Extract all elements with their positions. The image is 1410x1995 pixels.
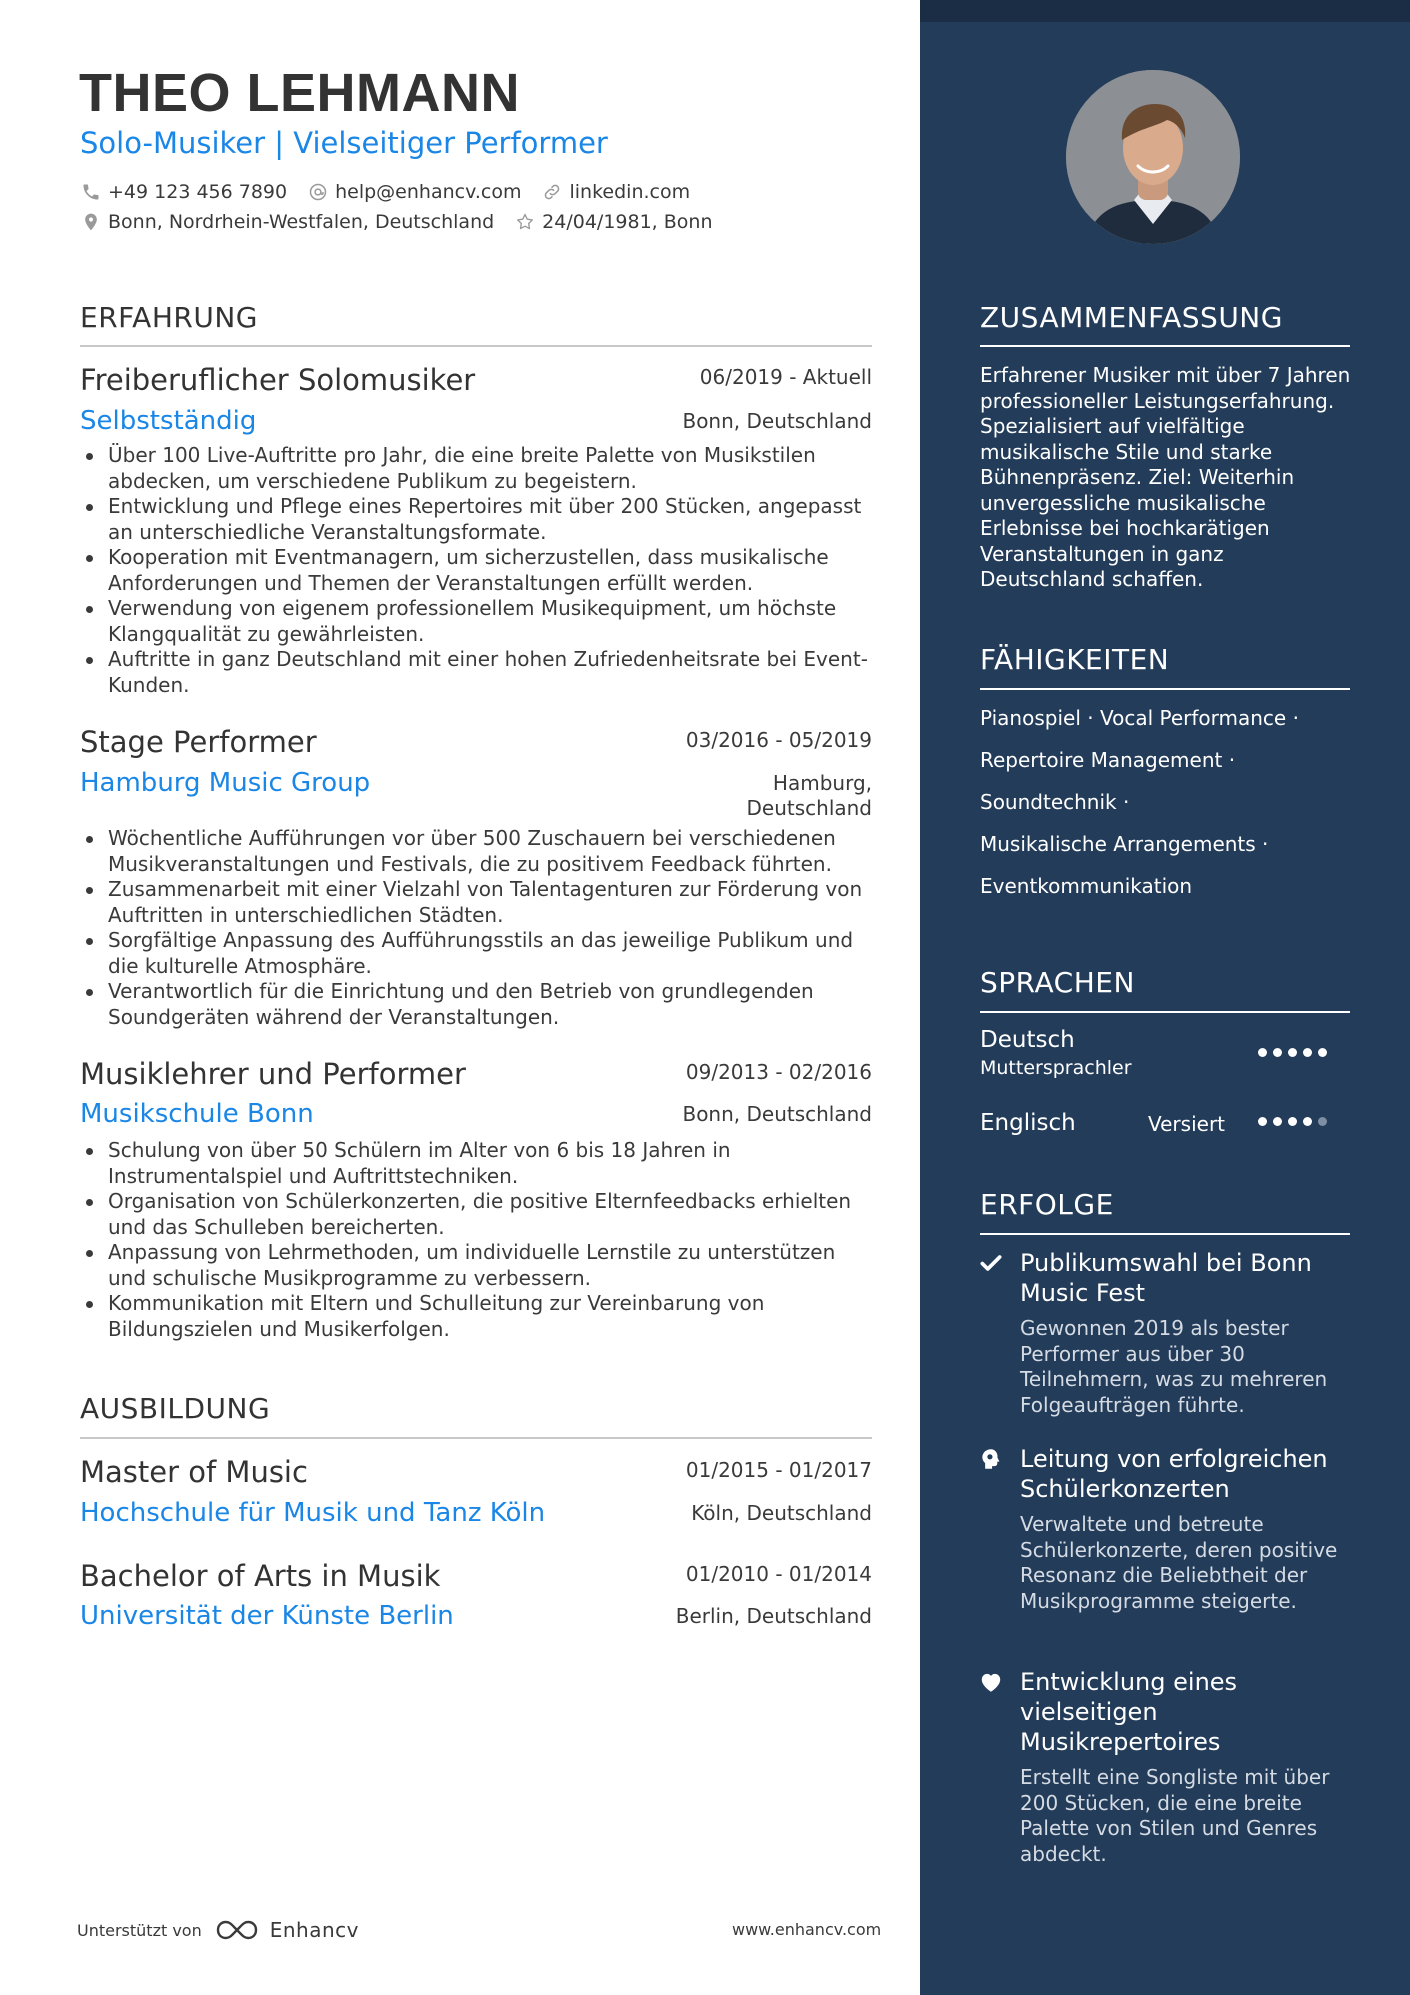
- phone-text[interactable]: +49 123 456 7890: [108, 181, 288, 203]
- achievement-desc: Verwaltete und betreute Schülerkonzerte, deren positive Resonanz die Beliebtheit der Musikprogramme steigerte.: [1020, 1512, 1338, 1613]
- bullet-item: Organisation von Schülerkonzerten, die positive Elternfeedbacks erhielten und das Schulleben bereicherten.: [80, 1189, 875, 1240]
- location-pin-icon: [80, 211, 102, 233]
- education-section-title: AUSBILDUNG: [80, 1392, 271, 1425]
- job-location-line: Deutschland: [746, 796, 872, 820]
- job-bullets: [80, 826, 875, 1030]
- skills-line: Soundtechnik ·: [980, 790, 1130, 814]
- rating-dot-filled: [1288, 1048, 1297, 1057]
- bullet-item: Kooperation mit Eventmanagern, um sicherzustellen, dass musikalische Anforderungen und Themen der Veranstaltungen erfüllt werden.: [80, 545, 875, 596]
- rating-dot-filled: [1258, 1048, 1267, 1057]
- bullet-item: Verantwortlich für die Einrichtung und den Betrieb von grundlegenden Soundgeräten während der Veranstaltungen.: [80, 979, 875, 1030]
- achievement-desc: Gewonnen 2019 als bester Performer aus über 30 Teilnehmern, was zu mehreren Folgeaufträgen führte.: [1020, 1316, 1328, 1417]
- contact-row-1: [80, 181, 710, 203]
- link-icon: [541, 181, 563, 203]
- bullet-item: Über 100 Live-Auftritte pro Jahr, die eine breite Palette von Musikstilen abdecken, um verschiedene Publikum zu begeistern.: [80, 443, 875, 494]
- enhancv-brand[interactable]: Enhancv: [269, 1918, 359, 1942]
- bullet-item: Anpassung von Lehrmethoden, um individuelle Lernstile zu unterstützen und schulische Musikprogramme zu verbessern.: [80, 1240, 875, 1291]
- phone-icon: [80, 181, 102, 203]
- job-location: Bonn, Deutschland: [682, 409, 872, 433]
- job-date: 09/2013 - 02/2016: [685, 1060, 872, 1084]
- rating-dot-filled: [1273, 1117, 1282, 1126]
- bullet-item: Sorgfältige Anpassung des Aufführungsstils an das jeweilige Publikum und die kulturelle Atmosphäre.: [80, 928, 875, 979]
- footer-website[interactable]: www.enhancv.com: [732, 1920, 882, 1939]
- rating-dot-filled: [1303, 1048, 1312, 1057]
- job-date: 06/2019 - Aktuell: [699, 365, 872, 389]
- candidate-subtitle: Solo-Musiker | Vielseitiger Performer: [80, 126, 608, 160]
- job-title: Freiberuflicher Solomusiker: [80, 363, 476, 397]
- brain-icon: [978, 1446, 1004, 1472]
- achievements-divider: [980, 1233, 1350, 1235]
- summary-section-title: ZUSAMMENFASSUNG: [980, 301, 1283, 334]
- job-date: 03/2016 - 05/2019: [685, 728, 872, 752]
- rating-dot-filled: [1258, 1117, 1267, 1126]
- summary-text: Erfahrener Musiker mit über 7 Jahren professioneller Leistungserfahrung. Spezialisiert auf vielfältige musikalische Stile und starke Bühnenpräsenz. Ziel: Weiterhin unvergessliche musikalische Erlebnisse bei hochkarätigen Veranstaltungen in ganz Deutschland schaffen.: [980, 363, 1351, 591]
- star-icon: [514, 211, 536, 233]
- job-company: Musikschule Bonn: [80, 1099, 314, 1129]
- location-text: Bonn, Nordrhein-Westfalen, Deutschland: [108, 211, 495, 233]
- education-divider: [80, 1437, 872, 1439]
- rating-dot-filled: [1318, 1048, 1327, 1057]
- heart-icon: [978, 1669, 1004, 1695]
- achievement-desc: Erstellt eine Songliste mit über 200 Stücken, die eine breite Palette von Stilen und Genres abdeckt.: [1020, 1765, 1330, 1866]
- rating-dot-filled: [1273, 1048, 1282, 1057]
- skills-line: Musikalische Arrangements ·: [980, 832, 1269, 856]
- bullet-item: Verwendung von eigenem professionellem Musikequipment, um höchste Klangqualität zu gewährleisten.: [80, 596, 875, 647]
- birth-text: 24/04/1981, Bonn: [542, 211, 713, 233]
- skills-line: Pianospiel · Vocal Performance ·: [980, 706, 1299, 730]
- summary-divider: [980, 345, 1350, 347]
- bullet-item: Auftritte in ganz Deutschland mit einer hohen Zufriedenheitsrate bei Event-Kunden.: [80, 647, 875, 698]
- job-location: Bonn, Deutschland: [682, 1102, 872, 1126]
- language-name: Englisch: [980, 1110, 1076, 1136]
- language-rating: [1258, 1117, 1333, 1126]
- languages-section-title: SPRACHEN: [980, 966, 1135, 999]
- enhancv-logo-icon: [214, 1918, 260, 1942]
- bullet-item: Entwicklung und Pflege eines Repertoires mit über 200 Stücken, angepasst an unterschiedliche Veranstaltungsformate.: [80, 494, 875, 545]
- contact-location: [80, 211, 494, 233]
- contact-row-2: [80, 211, 733, 233]
- skills-divider: [980, 688, 1350, 690]
- degree-title: Master of Music: [80, 1455, 308, 1489]
- degree-date: 01/2015 - 01/2017: [685, 1458, 872, 1482]
- language-name: Deutsch: [980, 1027, 1075, 1053]
- bullet-item: Wöchentliche Aufführungen vor über 500 Zuschauern bei verschiedenen Musikveranstaltungen und Festivals, die zu positivem Feedback führten.: [80, 826, 875, 877]
- experience-divider: [80, 345, 872, 347]
- achievement-title: Publikumswahl bei Bonn Music Fest: [1020, 1249, 1312, 1307]
- achievement-title: Leitung von erfolgreichen Schülerkonzerten: [1020, 1445, 1328, 1503]
- check-icon: [978, 1250, 1004, 1276]
- achievement-title: Entwicklung eines vielseitigen Musikrepertoires: [1020, 1668, 1238, 1756]
- skills-line: Eventkommunikation: [980, 874, 1193, 898]
- school-name: Universität der Künste Berlin: [80, 1601, 454, 1631]
- job-company: Selbstständig: [80, 406, 257, 436]
- rating-dot-filled: [1288, 1117, 1297, 1126]
- language-rating: [1258, 1048, 1333, 1057]
- job-company: Hamburg Music Group: [80, 768, 371, 798]
- language-level: Versiert: [1148, 1112, 1226, 1136]
- email-text[interactable]: help@enhancv.com: [335, 181, 522, 203]
- rating-dot-empty: [1318, 1117, 1327, 1126]
- job-location: [747, 771, 873, 821]
- bullet-item: Kommunikation mit Eltern und Schulleitung zur Vereinbarung von Bildungszielen und Musikerfolgen.: [80, 1291, 875, 1342]
- contact-phone: [80, 181, 287, 203]
- bullet-item: Schulung von über 50 Schülern im Alter von 6 bis 18 Jahren in Instrumentalspiel und Auftrittstechniken.: [80, 1138, 875, 1189]
- candidate-name: THEO LEHMANN: [79, 63, 520, 123]
- degree-date: 01/2010 - 01/2014: [685, 1562, 872, 1586]
- school-name: Hochschule für Musik und Tanz Köln: [80, 1498, 546, 1528]
- sidebar-top-band: [920, 0, 1410, 22]
- job-title: Musiklehrer und Performer: [80, 1057, 466, 1091]
- experience-section-title: ERFAHRUNG: [80, 301, 258, 334]
- at-icon: [307, 181, 329, 203]
- profile-photo: [1066, 70, 1240, 244]
- job-title: Stage Performer: [80, 725, 317, 759]
- footer-powered-by: [77, 1918, 359, 1942]
- language-level: Muttersprachler: [980, 1057, 1132, 1079]
- degree-title: Bachelor of Arts in Musik: [80, 1559, 441, 1593]
- powered-by-text: Unterstützt von: [77, 1920, 202, 1940]
- skills-line: Repertoire Management ·: [980, 748, 1236, 772]
- rating-dot-filled: [1303, 1117, 1312, 1126]
- job-bullets: [80, 443, 875, 698]
- school-location: Berlin, Deutschland: [675, 1604, 872, 1628]
- achievements-section-title: ERFOLGE: [980, 1188, 1114, 1221]
- bullet-item: Zusammenarbeit mit einer Vielzahl von Talentagenturen zur Förderung von Auftritten in unterschiedlichen Städten.: [80, 877, 875, 928]
- job-bullets: [80, 1138, 875, 1342]
- linkedin-text[interactable]: linkedin.com: [569, 181, 691, 203]
- skills-section-title: FÄHIGKEITEN: [980, 643, 1170, 676]
- languages-divider: [980, 1011, 1350, 1013]
- contact-email: [307, 181, 521, 203]
- sidebar-column: [920, 0, 1410, 1995]
- school-location: Köln, Deutschland: [691, 1501, 872, 1525]
- job-location-line: Hamburg,: [772, 771, 872, 795]
- contact-linkedin: [541, 181, 690, 203]
- contact-birth: [514, 211, 712, 233]
